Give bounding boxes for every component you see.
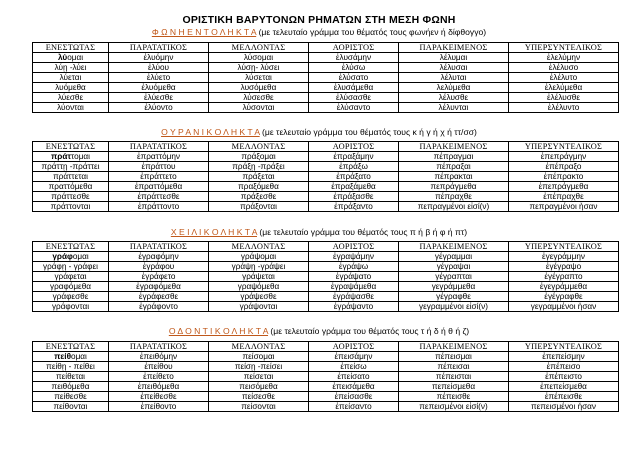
column-header: ΜΕΛΛΟΝΤΑΣ bbox=[209, 342, 309, 352]
table-cell: ἐπράξω bbox=[309, 162, 399, 172]
table-cell: λύσεται bbox=[209, 73, 309, 83]
table-row bbox=[33, 252, 619, 262]
table-cell: ἐγράψατο bbox=[309, 272, 399, 282]
column-header: ΕΝΕΣΤΩΤΑΣ bbox=[33, 242, 109, 252]
section-label: Ο Υ Ρ Α Ν Ι Κ Ο Λ Η Κ Τ Α bbox=[161, 127, 260, 137]
table-row bbox=[33, 352, 619, 362]
table-cell: ἐγράφετο bbox=[109, 272, 209, 282]
table-cell: ἐλέλυτο bbox=[509, 73, 619, 83]
header-row bbox=[33, 242, 619, 252]
table-cell: γεγραμμένοι εἰσί(ν) bbox=[399, 302, 509, 312]
table-cell: ἐλελύμην bbox=[509, 53, 619, 63]
section-label: Φ Ω Ν Η Ε Ν Τ Ο Λ Η Κ Τ Α bbox=[151, 27, 257, 37]
section-heading-ouranikolikta bbox=[0, 127, 638, 137]
table-cell: πείθομαι bbox=[33, 352, 109, 362]
table-cell: πράττῃ -πράττει bbox=[33, 162, 109, 172]
table-cell: ἐλύσω bbox=[309, 63, 399, 73]
column-header: ΕΝΕΣΤΩΤΑΣ bbox=[33, 342, 109, 352]
table-cell: ἐλέλυσθε bbox=[509, 93, 619, 103]
table-cell: ἐπράττου bbox=[109, 162, 209, 172]
page-title: ΟΡΙΣΤΙΚΗ ΒΑΡΥΤΟΝΩΝ ΡΗΜΑΤΩΝ ΣΤΗ ΜΕΣΗ ΦΩΝΗ bbox=[182, 14, 456, 26]
section-heading-fonienta bbox=[0, 27, 638, 37]
table-cell: πείθεται bbox=[33, 372, 109, 382]
table-cell: πεπεισμένοι εἰσί(ν) bbox=[399, 402, 509, 412]
table-cell: πείσῃ -πείσει bbox=[209, 362, 309, 372]
table-cell: ἐγραφόμεθα bbox=[109, 282, 209, 292]
table-cell: ἐλυόμεθα bbox=[109, 83, 209, 93]
table-cell: λυόμεθα bbox=[33, 83, 109, 93]
table-cell: πράξεται bbox=[209, 172, 309, 182]
header-row bbox=[33, 142, 619, 152]
table-cell: γράφεσθε bbox=[33, 292, 109, 302]
section-note: (με τελευταίο γράμμα του θέματός τους κ ή γ ή χ ή ττ/σσ) bbox=[259, 127, 477, 137]
column-header: ΜΕΛΛΟΝΤΑΣ bbox=[209, 242, 309, 252]
table-cell: ἐπείσατο bbox=[309, 372, 399, 382]
table-cell: ἐπραττόμεθα bbox=[109, 182, 209, 192]
table-cell: πράξεσθε bbox=[209, 192, 309, 202]
table-cell: ἐπράξαντο bbox=[309, 202, 399, 212]
table-cell: ἐπείσαντο bbox=[309, 402, 399, 412]
column-header: ΠΑΡΑΚΕΙΜΕΝΟΣ bbox=[399, 242, 509, 252]
table-cell: πραξόμεθα bbox=[209, 182, 309, 192]
table-row bbox=[33, 63, 619, 73]
header-row bbox=[33, 342, 619, 352]
table-cell: ἐγράψαντο bbox=[309, 302, 399, 312]
table-cell: πέπραχθε bbox=[399, 192, 509, 202]
table-cell: ἐπράξατο bbox=[309, 172, 399, 182]
table-cell: πέπεισται bbox=[399, 372, 509, 382]
table-cell: ἐπείσω bbox=[309, 362, 399, 372]
table-cell: γράψῃ -γράψει bbox=[209, 262, 309, 272]
table-row bbox=[33, 93, 619, 103]
table-cell: ἐπείσασθε bbox=[309, 392, 399, 402]
column-header: ΜΕΛΛΟΝΤΑΣ bbox=[209, 43, 309, 53]
table-cell: ἐγραψάμην bbox=[309, 252, 399, 262]
header-row bbox=[33, 43, 619, 53]
section-label: Ο Δ Ο Ν Τ Ι Κ Ο Λ Η Κ Τ Α bbox=[168, 326, 269, 336]
table-cell: ἐπέπραχθε bbox=[509, 192, 619, 202]
table-cell: πεπράγμεθα bbox=[399, 182, 509, 192]
table-cell: λελύμεθα bbox=[399, 83, 509, 93]
table-cell: γεγραμμένοι ἦσαν bbox=[509, 302, 619, 312]
table-cell: λύῃ -λύει bbox=[33, 63, 109, 73]
table-cell: πεισόμεθα bbox=[209, 382, 309, 392]
table-cell: ἐπέπειστο bbox=[509, 372, 619, 382]
table-row bbox=[33, 172, 619, 182]
table-cell: ἐπέπρακτο bbox=[509, 172, 619, 182]
section-note: (με τελευταίο γράμμα του θέματός τους π ή β ή φ ή πτ) bbox=[257, 227, 468, 237]
table-cell: λέλυνται bbox=[399, 103, 509, 113]
table-cell: πείθονται bbox=[33, 402, 109, 412]
table-cell: λύεται bbox=[33, 73, 109, 83]
column-header: ΠΑΡΑΤΑΤΙΚΟΣ bbox=[109, 342, 209, 352]
table-row bbox=[33, 262, 619, 272]
table-cell: γέγραφθε bbox=[399, 292, 509, 302]
column-header: ΠΑΡΑΤΑΤΙΚΟΣ bbox=[109, 43, 209, 53]
table-cell: λύσομαι bbox=[209, 53, 309, 63]
table-cell: πράξομαι bbox=[209, 152, 309, 162]
table-cell: ἐπράξασθε bbox=[309, 192, 399, 202]
column-header: ΜΕΛΛΟΝΤΑΣ bbox=[209, 142, 309, 152]
column-header: ΠΑΡΑΚΕΙΜΕΝΟΣ bbox=[399, 342, 509, 352]
conjugation-table-ouranikolikta bbox=[32, 141, 619, 212]
table-cell: ἐλύοντο bbox=[109, 103, 209, 113]
table-cell: ἐπεπείσμεθα bbox=[509, 382, 619, 392]
table-cell: ἐλελύμεθα bbox=[509, 83, 619, 93]
table-cell: ἐπεπείσμην bbox=[509, 352, 619, 362]
column-header: ΠΑΡΑΤΑΤΙΚΟΣ bbox=[109, 242, 209, 252]
table-cell: ἐλυσάμην bbox=[309, 53, 399, 63]
table-cell: ἐπραξάμεθα bbox=[309, 182, 399, 192]
table-cell: λύσονται bbox=[209, 103, 309, 113]
table-cell: γέγραμμαι bbox=[399, 252, 509, 262]
table-cell: ἐλέλυσο bbox=[509, 63, 619, 73]
table-cell: ἐγράψασθε bbox=[309, 292, 399, 302]
table-row bbox=[33, 162, 619, 172]
table-cell: ἐπεπράγμην bbox=[509, 152, 619, 162]
table-cell: πέπεισαι bbox=[399, 362, 509, 372]
table-cell: πράξονται bbox=[209, 202, 309, 212]
table-row bbox=[33, 372, 619, 382]
table-cell: πείθῃ - πείθει bbox=[33, 362, 109, 372]
table-cell: ἐγράφεσθε bbox=[109, 292, 209, 302]
table-cell: πείθεσθε bbox=[33, 392, 109, 402]
table-row bbox=[33, 382, 619, 392]
table-cell: ἐγράφου bbox=[109, 262, 209, 272]
table-cell: γεγράμμεθα bbox=[399, 282, 509, 292]
table-cell: ἐλύσατο bbox=[309, 73, 399, 83]
table-cell: πράττεται bbox=[33, 172, 109, 182]
column-header: ΥΠΕΡΣΥΝΤΕΛΙΚΟΣ bbox=[509, 43, 619, 53]
table-cell: πεπραγμένοι εἰσί(ν) bbox=[399, 202, 509, 212]
table-row bbox=[33, 182, 619, 192]
column-header: ΥΠΕΡΣΥΝΤΕΛΙΚΟΣ bbox=[509, 342, 619, 352]
table-cell: πράττομαι bbox=[33, 152, 109, 162]
table-row bbox=[33, 152, 619, 162]
table-cell: πειθόμεθα bbox=[33, 382, 109, 392]
table-cell: γράψεται bbox=[209, 272, 309, 282]
table-cell: ἐλύετο bbox=[109, 73, 209, 83]
table-cell: ἐπράττεσθε bbox=[109, 192, 209, 202]
table-row bbox=[33, 53, 619, 63]
table-cell: λέλυσαι bbox=[399, 63, 509, 73]
table-row bbox=[33, 103, 619, 113]
column-header: ΑΟΡΙΣΤΟΣ bbox=[309, 342, 399, 352]
table-row bbox=[33, 83, 619, 93]
table-cell: ἐπείθεσθε bbox=[109, 392, 209, 402]
table-cell: ἐλυόμην bbox=[109, 53, 209, 63]
table-cell: ἐλέλυντο bbox=[509, 103, 619, 113]
table-cell: ἐπράττετο bbox=[109, 172, 209, 182]
column-header: ΑΟΡΙΣΤΟΣ bbox=[309, 242, 399, 252]
table-cell: λυσόμεθα bbox=[209, 83, 309, 93]
table-cell: πεπραγμένοι ἦσαν bbox=[509, 202, 619, 212]
table-cell: πεπείσμεθα bbox=[399, 382, 509, 392]
column-header: ΠΑΡΑΤΑΤΙΚΟΣ bbox=[109, 142, 209, 152]
conjugation-table-odontikolikta bbox=[32, 341, 619, 412]
table-cell: γράψομαι bbox=[209, 252, 309, 262]
table-cell: ἐπείθοντο bbox=[109, 402, 209, 412]
table-cell: ἐλυσάμεθα bbox=[309, 83, 399, 93]
section-label: Χ Ε Ι Λ Ι Κ Ο Λ Η Κ Τ Α bbox=[170, 227, 257, 237]
column-header: ΠΑΡΑΚΕΙΜΕΝΟΣ bbox=[399, 43, 509, 53]
column-header: ΥΠΕΡΣΥΝΤΕΛΙΚΟΣ bbox=[509, 242, 619, 252]
table-cell: γέγραψαι bbox=[399, 262, 509, 272]
table-cell: πείσεται bbox=[209, 372, 309, 382]
conjugation-table-fonienta bbox=[32, 42, 619, 113]
table-cell: πέπραξαι bbox=[399, 162, 509, 172]
table-row bbox=[33, 362, 619, 372]
table-cell: πείσομαι bbox=[209, 352, 309, 362]
table-cell: λύομαι bbox=[33, 53, 109, 63]
table-cell: ἐπέπεισο bbox=[509, 362, 619, 372]
table-cell: γράφῃ - γράφει bbox=[33, 262, 109, 272]
table-cell: ἐλύσαντο bbox=[309, 103, 399, 113]
table-row bbox=[33, 73, 619, 83]
table-cell: πράξῃ -πράξει bbox=[209, 162, 309, 172]
table-cell: ἐπέπραξο bbox=[509, 162, 619, 172]
column-header: ΑΟΡΙΣΤΟΣ bbox=[309, 43, 399, 53]
column-header: ΕΝΕΣΤΩΤΑΣ bbox=[33, 142, 109, 152]
table-cell: ἐγραψάμεθα bbox=[309, 282, 399, 292]
table-cell: γραφόμεθα bbox=[33, 282, 109, 292]
table-cell: γράφονται bbox=[33, 302, 109, 312]
table-row bbox=[33, 392, 619, 402]
table-cell: ἐλύεσθε bbox=[109, 93, 209, 103]
section-heading-odontikolikta bbox=[0, 326, 638, 336]
table-row bbox=[33, 402, 619, 412]
table-cell: γράφεται bbox=[33, 272, 109, 282]
table-cell: ἐγράφοντο bbox=[109, 302, 209, 312]
table-row bbox=[33, 302, 619, 312]
table-cell: λέλυμαι bbox=[399, 53, 509, 63]
table-cell: ἐγέγραπτο bbox=[509, 272, 619, 282]
table-cell: ἐπείθου bbox=[109, 362, 209, 372]
table-cell: πέπραγμαι bbox=[399, 152, 509, 162]
table-cell: ἐγέγραφθε bbox=[509, 292, 619, 302]
table-cell: λέλυσθε bbox=[399, 93, 509, 103]
table-cell: πείσεσθε bbox=[209, 392, 309, 402]
table-cell: πέπεισμαι bbox=[399, 352, 509, 362]
table-cell: λύσῃ- λύσει bbox=[209, 63, 309, 73]
table-cell: πραττόμεθα bbox=[33, 182, 109, 192]
table-cell: ἐγέγραψο bbox=[509, 262, 619, 272]
table-cell: ἐπεπράγμεθα bbox=[509, 182, 619, 192]
table-cell: ἐπραξάμην bbox=[309, 152, 399, 162]
table-cell: ἐπειθόμην bbox=[109, 352, 209, 362]
table-cell: λύονται bbox=[33, 103, 109, 113]
section-note: (με τελευταίο γράμμα του θέματός τους τ ή δ ή θ ή ζ) bbox=[268, 326, 470, 336]
table-cell: γράψονται bbox=[209, 302, 309, 312]
table-cell: λύσεσθε bbox=[209, 93, 309, 103]
table-cell: ἐπείθετο bbox=[109, 372, 209, 382]
column-header: ΥΠΕΡΣΥΝΤΕΛΙΚΟΣ bbox=[509, 142, 619, 152]
table-cell: πείσονται bbox=[209, 402, 309, 412]
table-cell: πέπρακται bbox=[399, 172, 509, 182]
column-header: ΑΟΡΙΣΤΟΣ bbox=[309, 142, 399, 152]
table-cell: ἐπράττοντο bbox=[109, 202, 209, 212]
table-cell: γράφομαι bbox=[33, 252, 109, 262]
table-cell: πεπεισμένοι ἦσαν bbox=[509, 402, 619, 412]
section-note: (με τελευταίο γράμμα του θέματός τους φωνήεν ή δίφθογγο) bbox=[256, 27, 487, 37]
table-cell: ἐπεισάμην bbox=[309, 352, 399, 362]
section-heading-cheilikolikta bbox=[0, 227, 638, 237]
table-cell: ἐγράψω bbox=[309, 262, 399, 272]
table-cell: λύεσθε bbox=[33, 93, 109, 103]
table-cell: γράψεσθε bbox=[209, 292, 309, 302]
table-cell: λέλυται bbox=[399, 73, 509, 83]
table-cell: ἐπεισάμεθα bbox=[309, 382, 399, 392]
table-cell: ἐπέπεισθε bbox=[509, 392, 619, 402]
table-cell: πράττονται bbox=[33, 202, 109, 212]
table-cell: ἐγραφόμην bbox=[109, 252, 209, 262]
table-cell: πέπεισθε bbox=[399, 392, 509, 402]
column-header: ΠΑΡΑΚΕΙΜΕΝΟΣ bbox=[399, 142, 509, 152]
column-header: ΕΝΕΣΤΩΤΑΣ bbox=[33, 43, 109, 53]
table-cell: ἐλύσασθε bbox=[309, 93, 399, 103]
table-cell: ἐγεγράμμην bbox=[509, 252, 619, 262]
table-row bbox=[33, 272, 619, 282]
conjugation-table-cheilikolikta bbox=[32, 241, 619, 312]
table-cell: ἐλύου bbox=[109, 63, 209, 73]
table-row bbox=[33, 292, 619, 302]
table-cell: πράττεσθε bbox=[33, 192, 109, 202]
table-row bbox=[33, 282, 619, 292]
table-cell: ἐπραττόμην bbox=[109, 152, 209, 162]
table-cell: ἐγεγράμμεθα bbox=[509, 282, 619, 292]
table-row bbox=[33, 202, 619, 212]
table-cell: γέγραπται bbox=[399, 272, 509, 282]
table-cell: γραψόμεθα bbox=[209, 282, 309, 292]
table-cell: ἐπειθόμεθα bbox=[109, 382, 209, 392]
table-row bbox=[33, 192, 619, 202]
